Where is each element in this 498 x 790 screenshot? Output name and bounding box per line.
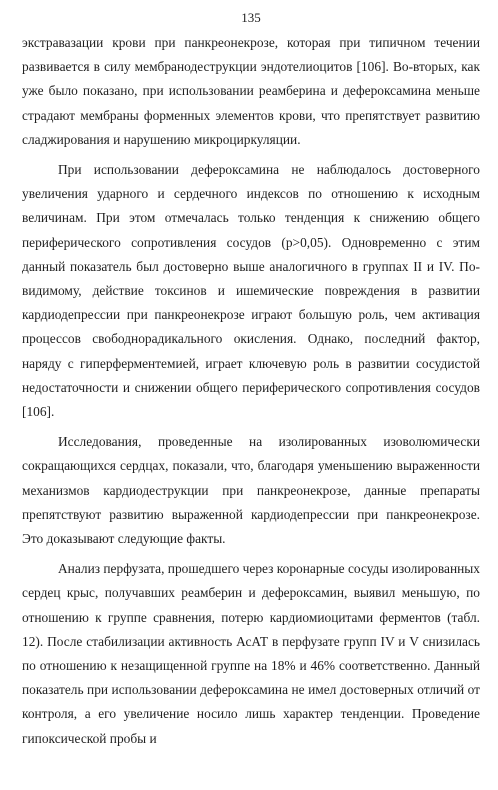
paragraph: Исследования, проведенные на изолированных изоволюмически сокращающихся сердцах, показали, что, благодаря уменьшению выраженности механизмов кардиодеструкции при панкреонекрозе, данные препараты препятствуют развитию выраженной кардиодепрессии при панкреонекрозе. Это доказывают следующие факты. xyxy=(22,434,480,547)
page-number: 135 xyxy=(241,10,261,25)
paragraph: экстравазации крови при панкреонекрозе, которая при типичном течении развивается в силу мембранодеструкции эндотелиоцитов [106]. Во-вторых, как уже было показано, при использовании реамберина и дефероксамина меньше страдают мембраны форменных элементов крови, что препятствует развитию сладжирования и нарушению микроциркуляции. xyxy=(22,35,480,147)
paragraph: Анализ перфузата, прошедшего через коронарные сосуды изолированных сердец крыс, получавших реамберин и дефероксамин, выявил меньшую, по отношению к группе сравнения, потерю кардиомиоцитами ферментов (табл. 12). После стабилизации активность АсАТ в перфузате групп IV и V снизилась по отношению к незащищенной группе на 18% и 46% соответственно. Данный показатель при использовании дефероксамина не имел достоверных отличий от контроля, а его увеличение носило лишь характер тенденции. Проведение гипоксической пробы и xyxy=(22,561,480,746)
body-text xyxy=(22,31,480,751)
paragraph: При использовании дефероксамина не наблюдалось достоверного увеличения ударного и сердечного индексов по отношению к исходным величинам. При этом отмечалась только тенденция к снижению общего периферического сопротивления сосудов (p>0,05). Одновременно с этим данный показатель был достоверно выше аналогичного в группах II и IV. По-видимому, действие токсинов и ишемические повреждения в развитии кардиодепрессии при панкреонекрозе играют большую роль, чем активация процессов свободнорадикального окисления. Однако, последний фактор, наряду с гиперферментемией, играет ключевую роль в развитии сосудистой недостаточности и снижении общего периферического сопротивления сосудов [106]. xyxy=(22,162,480,420)
